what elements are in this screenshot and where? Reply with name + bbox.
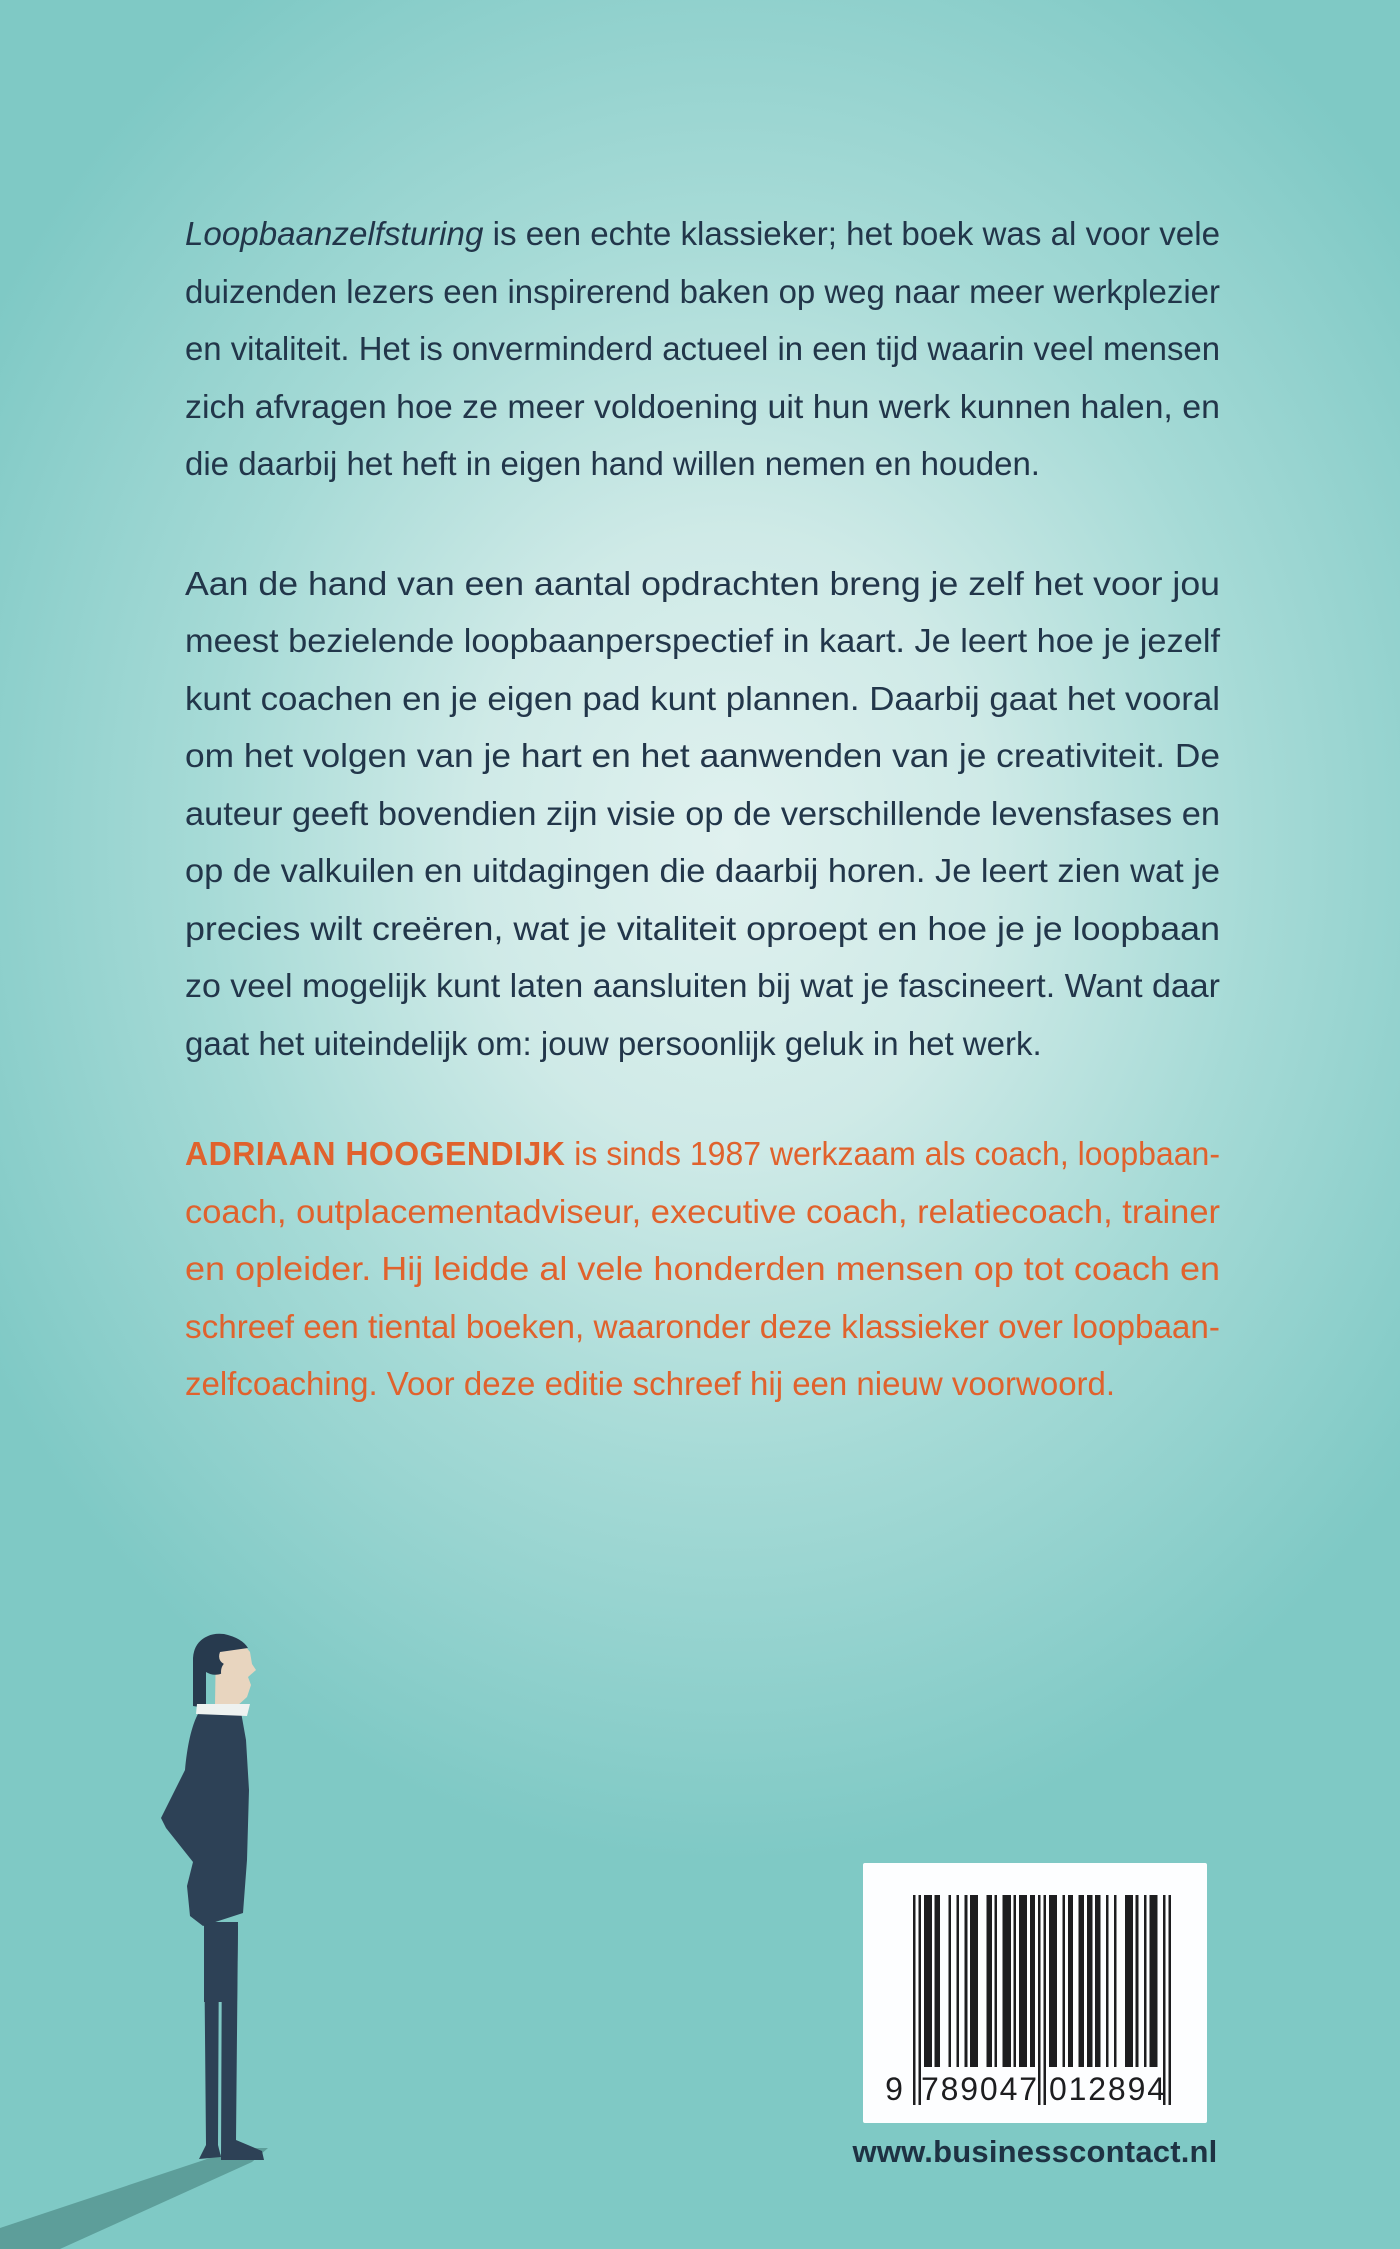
text-line: Aan de hand van een aantal opdrachten breng je zelf het voor jou — [185, 564, 1220, 602]
barcode-bar — [1024, 1895, 1027, 2067]
isbn-digit: 0 — [1049, 2071, 1067, 2107]
barcode-bar — [935, 1895, 938, 2067]
text-line: Loopbaanzelfsturing is een echte klassieker; het boek was al voor vele — [185, 215, 1220, 252]
text-line: zelfcoaching. Voor deze editie schreef hij een nieuw voorwoord. — [185, 1365, 1116, 1402]
text-line: en vitaliteit. Het is onverminderd actueel in een tijd waarin veel mensen — [185, 330, 1220, 367]
barcode-bar — [1019, 1895, 1022, 2067]
isbn-digit: 9 — [1127, 2071, 1146, 2107]
text-line: coach, outplacementadviseur, executive coach, relatiecoach, trainer — [185, 1192, 1220, 1230]
isbn-digit-group-2 — [1049, 2069, 1165, 2109]
barcode-bar — [1043, 1895, 1046, 2105]
barcode-bar — [1032, 1895, 1035, 2067]
isbn-digit: 2 — [1088, 2071, 1107, 2107]
text-line: om het volgen van je hart en het aanwenden van je creativiteit. De — [185, 737, 1220, 774]
barcode-bar — [937, 1895, 940, 2067]
text-line: schreef een tiental boeken, waaronder deze klassieker over loopbaan- — [185, 1307, 1220, 1345]
text-line: auteur geeft bovendien zijn visie op de verschillende levensfases en — [185, 794, 1220, 832]
isbn-digit: 4 — [1147, 2071, 1165, 2107]
isbn-digit: 8 — [1107, 2071, 1126, 2107]
barcode-bar — [1068, 1895, 1071, 2067]
text-line: kunt coachen en je eigen pad kunt plannen. Daarbij gaat het vooral — [185, 679, 1220, 717]
text-line: op de valkuilen en uitdagingen die daarbij horen. Je leert zien wat je — [185, 852, 1220, 889]
barcode-bar — [1049, 1895, 1052, 2067]
barcode — [863, 1863, 1207, 2123]
barcode-bar — [1087, 1895, 1090, 2067]
isbn-digit: 0 — [979, 2071, 998, 2107]
text-line: ADRIAAN HOOGENDIJK is sinds 1987 werkzaam als coach, loopbaan- — [185, 1135, 1220, 1172]
suit-jacket — [161, 1712, 249, 1926]
barcode-bar — [1005, 1895, 1008, 2067]
barcode-bar — [1155, 1895, 1158, 2067]
barcode-bar — [1168, 1895, 1171, 2105]
barcode-bar — [989, 1895, 992, 2067]
barcode-bar — [1008, 1895, 1011, 2067]
barcode-bar — [1062, 1895, 1065, 2067]
barcode-bar — [913, 1895, 916, 2105]
text-line: die daarbij het heft in eigen hand willen nemen en houden. — [185, 445, 1040, 482]
isbn-digit: 4 — [999, 2071, 1018, 2107]
barcode-bar — [1152, 1895, 1155, 2067]
barcode-bar — [1071, 1895, 1074, 2067]
text-line: precies wilt creëren, wat je vitaliteit oproept en hoe je je loopbaan — [185, 909, 1220, 947]
barcode-bar — [965, 1895, 968, 2067]
text-line: zo veel mogelijk kunt laten aansluiten bij wat je fascineert. Want daar — [185, 967, 1220, 1004]
barcode-bar — [1098, 1895, 1101, 2067]
author-bio-paragraph — [185, 1125, 1220, 1413]
barcode-bar — [1079, 1895, 1082, 2067]
barcode-bar — [948, 1895, 951, 2067]
barcode-bar — [1114, 1895, 1117, 2067]
publisher-url: www.businesscontact.nl — [852, 2134, 1218, 2169]
hips — [204, 1922, 238, 2002]
isbn-digit: 7 — [1019, 2071, 1037, 2107]
barcode-bar — [1106, 1895, 1109, 2067]
blurb-paragraph-body — [185, 555, 1220, 1073]
text-line: en opleider. Hij leidde al vele honderden mensen op tot coach en — [185, 1250, 1220, 1287]
text-line: gaat het uiteindelijk om: jouw persoonlijk geluk in het werk. — [185, 1024, 1042, 1062]
barcode-bar — [1038, 1895, 1041, 2105]
barcode-bar — [986, 1895, 989, 2067]
text-line: meest bezielende loopbaanperspectief in kaart. Je leert hoe je jezelf — [185, 622, 1220, 659]
barcode-bar — [1125, 1895, 1128, 2067]
businessman-illustration — [0, 1600, 560, 2249]
barcode-bar — [1144, 1895, 1147, 2067]
barcode-bar — [1022, 1895, 1025, 2067]
isbn-digit: 8 — [940, 2071, 959, 2107]
barcode-bar — [975, 1895, 978, 2067]
barcode-bar — [1054, 1895, 1057, 2067]
barcode-bar — [1136, 1895, 1139, 2067]
barcode-bar — [994, 1895, 997, 2067]
shirt-collar — [196, 1704, 250, 1716]
isbn-check-digit: 9 — [885, 2071, 903, 2107]
blurb-text-block — [185, 205, 1220, 1413]
barcode-bar — [1095, 1895, 1098, 2067]
blurb-paragraph-intro — [185, 205, 1220, 493]
barcode-bar — [927, 1895, 930, 2067]
barcode-bar — [1003, 1895, 1006, 2067]
barcode-bar — [1149, 1895, 1152, 2067]
barcode-bar — [1128, 1895, 1131, 2067]
isbn-digit: 7 — [921, 2071, 939, 2107]
barcode-bar — [956, 1895, 959, 2067]
barcode-bar — [1090, 1895, 1093, 2067]
barcode-bar — [924, 1895, 927, 2067]
ear — [221, 1662, 235, 1682]
lead-text: ADRIAAN HOOGENDIJK — [185, 1135, 566, 1172]
text-line: zich afvragen hoe ze meer voldoening uit hun werk kunnen halen, en — [185, 387, 1220, 425]
barcode-bar — [1013, 1895, 1016, 2067]
barcode-bar — [970, 1895, 973, 2067]
barcode-bar — [1030, 1895, 1033, 2067]
barcode-bar — [1081, 1895, 1084, 2067]
lead-text: Loopbaanzelfsturing — [185, 215, 484, 252]
text-line: duizenden lezers een inspirerend baken op weg naar meer werkplezier — [185, 272, 1220, 310]
barcode-bar — [1052, 1895, 1055, 2067]
barcode-bar — [929, 1895, 932, 2067]
isbn-digit: 1 — [1068, 2071, 1087, 2107]
barcode-bar — [1130, 1895, 1133, 2067]
isbn-digit: 9 — [960, 2071, 979, 2107]
barcode-bar — [973, 1895, 976, 2067]
cast-shadow — [0, 2148, 268, 2249]
isbn-digit-group-1 — [921, 2069, 1037, 2109]
